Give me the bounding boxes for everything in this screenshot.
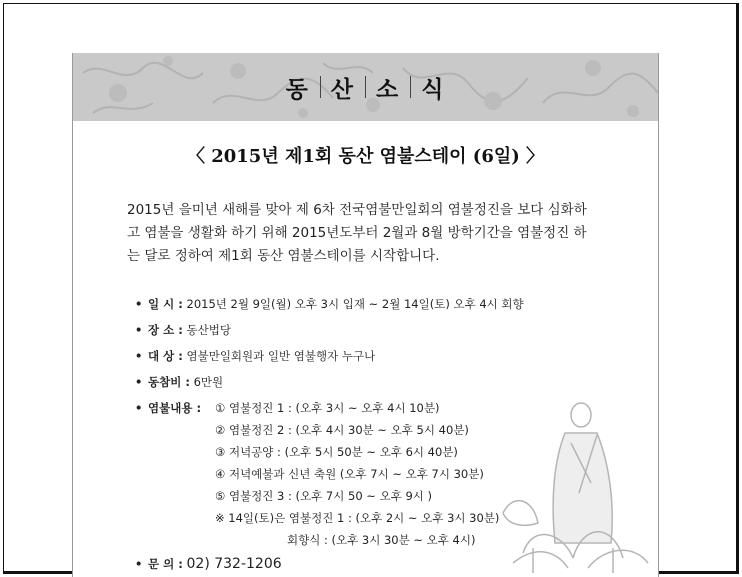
schedule-item: ⑤ 염불정진 3 : (오후 7시 50 ~ 오후 9시 ) [215, 489, 433, 503]
target-row: • 대 상 : 염불만일회원과 일반 염불행자 누구나 [135, 349, 376, 363]
monk-illustration [493, 373, 653, 573]
intro-line: 는 달로 정하여 제1회 동산 염불스테이를 시작합니다. [127, 248, 440, 264]
fee-label: 동참비 : [148, 375, 190, 389]
intro-paragraph [127, 199, 627, 268]
schedule-item: ④ 저녁예불과 신년 축원 (오후 7시 ~ 오후 7시 30분) [215, 467, 484, 481]
notice-card [72, 53, 659, 577]
schedule-item: ① 염불정진 1 : (오후 3시 ~ 오후 4시 10분) [215, 401, 440, 415]
title-separator [320, 76, 321, 98]
title-separator [365, 76, 366, 98]
fee-row: • 동참비 : 6만원 [135, 375, 224, 389]
contact-phone: 02) 732-1206 [186, 556, 282, 572]
contact-row: • 문 의 : 02) 732-1206 [135, 556, 282, 572]
title-char-1: 동 [285, 76, 310, 103]
date-label: 일 시 : [148, 297, 183, 311]
title-char-2: 산 [330, 76, 355, 103]
page-title [73, 53, 658, 121]
title-separator [410, 76, 411, 98]
place-value: 동산법당 [186, 323, 231, 337]
schedule-item: ③ 저녁공양 : (오후 5시 50분 ~ 오후 6시 40분) [215, 445, 458, 459]
program-row: • 염불내용 : [135, 401, 202, 415]
contact-label: 문 의 : [148, 557, 183, 571]
date-row: • 일 시 : 2015년 2월 9일(월) 오후 3시 입재 ~ 2월 14일(토) 오후 4시 회향 [135, 297, 524, 311]
schedule-closing: 회향식 : (오후 3시 30분 ~ 오후 4시) [287, 533, 476, 547]
header-banner [73, 53, 658, 121]
fee-value: 6만원 [193, 375, 224, 389]
intro-line: 고 염불을 생활화 하기 위해 2015년도부터 2월과 8월 방학기간을 염불정진 하 [127, 225, 587, 241]
event-subtitle: 〈 2015년 제1회 동산 염불스테이 (6일) 〉 [186, 146, 545, 167]
target-value: 염불만일회원과 일반 염불행자 누구나 [186, 349, 376, 363]
target-label: 대 상 : [148, 349, 183, 363]
intro-line: 2015년 을미년 새해를 맞아 제 6차 전국염불만일회의 염불정진을 보다 심화하 [127, 202, 587, 218]
program-label: 염불내용 : [148, 401, 202, 415]
title-char-3: 소 [376, 76, 401, 103]
place-label: 장 소 : [148, 323, 183, 337]
title-char-4: 식 [421, 76, 446, 103]
schedule-note: ※ 14일(토)은 염불정진 1 : (오후 2시 ~ 오후 3시 30분) [215, 511, 500, 525]
schedule-item: ② 염불정진 2 : (오후 4시 30분 ~ 오후 5시 40분) [215, 423, 469, 437]
place-row: • 장 소 : 동산법당 [135, 323, 231, 337]
date-value: 2015년 2월 9일(월) 오후 3시 입재 ~ 2월 14일(토) 오후 4시 회향 [186, 297, 524, 311]
